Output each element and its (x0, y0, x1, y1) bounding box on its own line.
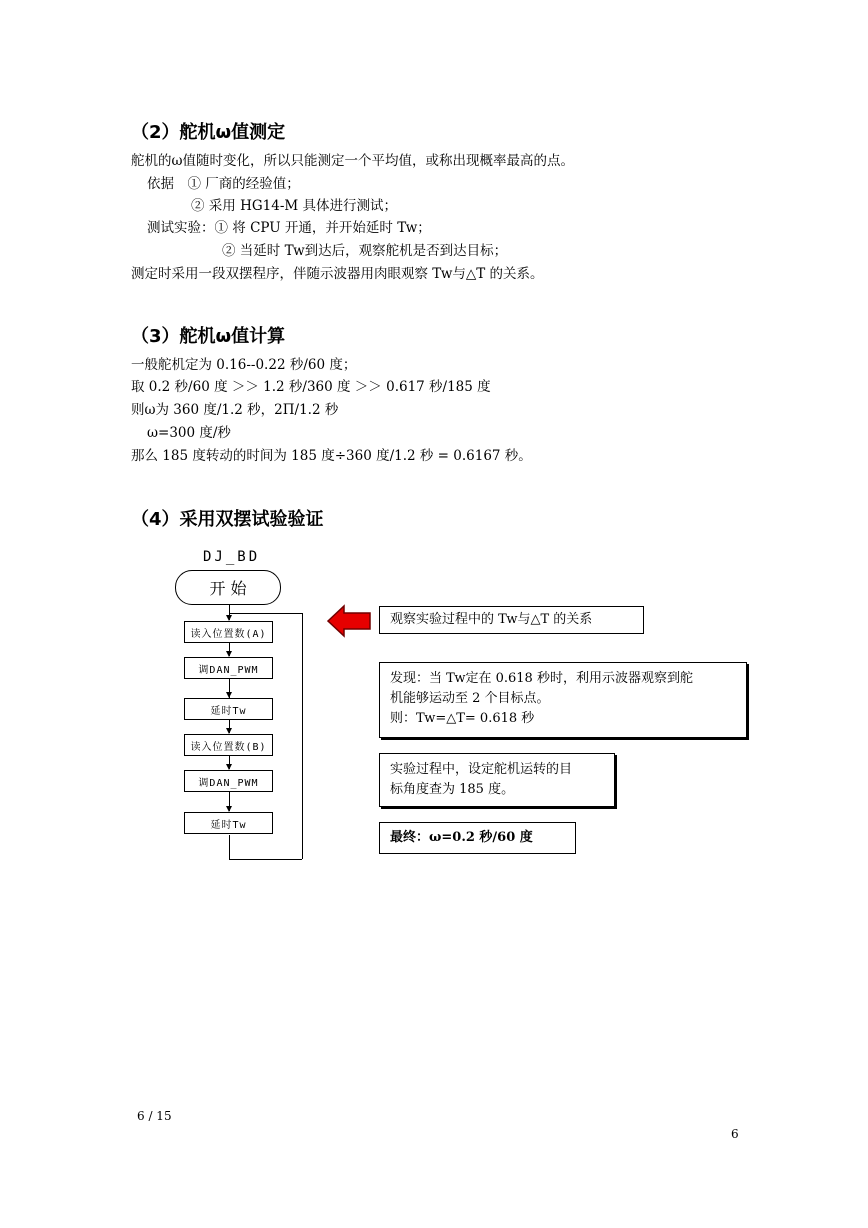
callout-final (379, 822, 576, 854)
paragraph-line: 那么 185 度转动的时间为 185 度÷360 度/1.2 秒 = 0.6167 秒。 (131, 448, 532, 464)
paragraph-line: ω=300 度/秒 (147, 425, 231, 441)
callout-process-line: 标角度查为 185 度。 (390, 782, 515, 797)
paragraph-line: 依据 ① 厂商的经验值； (147, 176, 300, 192)
paragraph-line: 一般舵机定为 0.16--0.22 秒/60 度； (131, 357, 357, 373)
flow-step-pwm-1: 调DAN_PWM (184, 657, 273, 679)
callout-finding-line: 则：Tw=△T= 0.618 秒 (390, 711, 535, 726)
section-heading-2: （2）舵机ω值测定 (131, 122, 286, 143)
flowchart-title: DJ_BD (203, 549, 261, 565)
flowchart-start-label: 开 始 (209, 579, 247, 598)
callout-finding-line: 发现：当 Tw定在 0.618 秒时，利用示波器观察到舵 (390, 671, 693, 686)
paragraph-line: ② 当延时 Tw到达后，观察舵机是否到达目标； (222, 243, 508, 259)
flow-step-read-a: 读入位置数(A) (184, 621, 273, 643)
section-heading-4: （4）采用双摆试验验证 (131, 509, 324, 530)
page-of-label: 6 / 15 (137, 1109, 172, 1123)
flow-step-pwm-2: 调DAN_PWM (184, 770, 273, 792)
paragraph-line: 测定时采用一段双摆程序，伴随示波器用肉眼观察 Tw与△T 的关系。 (131, 266, 544, 282)
paragraph-line: ② 采用 HG14-M 具体进行测试； (191, 198, 397, 214)
red-left-arrow-icon (327, 604, 371, 638)
section-heading-3: （3）舵机ω值计算 (131, 326, 286, 347)
loop-line-bottom (229, 859, 302, 860)
flow-step-read-b: 读入位置数(B) (184, 734, 273, 756)
page-number: 6 (731, 1127, 739, 1141)
flow-step-delay-1: 延时Tw (184, 698, 273, 720)
callout-finding (379, 662, 747, 738)
paragraph-line: 舵机的ω值随时变化，所以只能测定一个平均值，或称出现概率最高的点。 (131, 153, 575, 169)
paragraph-line: 则ω为 360 度/1.2 秒，2Π/1.2 秒 (131, 402, 339, 418)
flowchart-start-terminal (175, 570, 281, 605)
callout-final-text: 最终：ω=0.2 秒/60 度 (390, 830, 533, 845)
callout-process-line: 实验过程中，设定舵机运转的目 (390, 762, 573, 777)
paragraph-line: 测试实验：① 将 CPU 开通，并开始延时 Tw； (147, 220, 431, 236)
callout-relation (379, 606, 644, 634)
callout-relation-text: 观察实验过程中的 Tw与△T 的关系 (390, 612, 593, 627)
loop-line-right (302, 613, 303, 859)
callout-process (379, 753, 615, 807)
loop-line-top (229, 613, 302, 614)
flow-step-delay-2: 延时Tw (184, 812, 273, 834)
paragraph-line: 取 0.2 秒/60 度 ＞＞ 1.2 秒/360 度 ＞＞ 0.617 秒/185 度 (131, 379, 491, 395)
flow-connector (229, 835, 230, 859)
callout-finding-line: 机能够运动至 2 个目标点。 (390, 691, 550, 706)
